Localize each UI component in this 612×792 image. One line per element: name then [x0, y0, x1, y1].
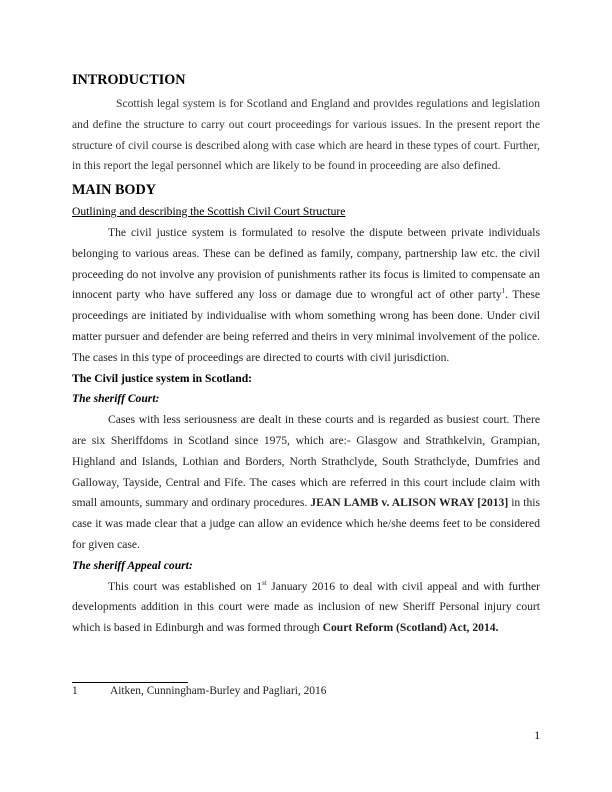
footnote-text: Aitken, Cunningham-Burley and Pagliari, 2016	[110, 685, 327, 697]
appeal-court-paragraph: This court was established on 1st January 2016 to deal with civil appeal and with further developments addition in this court were made as inclusion of new Sheriff Personal injury court which is based in Edinburgh and was formed through Court Reform (Scotland) Act, 2014.	[72, 578, 540, 635]
case-citation: JEAN LAMB v. ALISON WRAY [2013]	[310, 496, 509, 510]
civil-system-heading: The Civil justice system in Scotland:	[72, 371, 253, 385]
section-subheading: Outlining and describing the Scottish Civil Court Structure	[72, 205, 346, 219]
introduction-heading: INTRODUCTION	[72, 72, 186, 88]
main-body-heading: MAIN BODY	[72, 182, 156, 199]
footnote-number: 1	[72, 685, 78, 697]
document-page	[72, 70, 540, 639]
civil-justice-paragraph: The civil justice system is formulated to resolve the dispute between private individuals belonging to various areas. These can be defined as family, company, partnership law etc. the civil proceeding do not involve any provision of punishments rather its focus is limited to compensate an innocent party who have suffered any loss or damage due to wrongful act of other party$^1$. These proceedings are initiated by individualise with whom something wrong has been done. Under civil matter pursuer and defender are being referred and theirs in very minimal involvement of the police. The cases in this type of proceedings are directed to courts with civil jurisdiction.	[72, 225, 540, 364]
introduction-paragraph: Scottish legal system is for Scotland and England and provides regulations and legislation and define the structure to carry out court proceedings for various issues. In the present report the structure of civil course is described along with case which are heard in these types of court. Further, in this report the legal personnel which are likely to be found in proceeding are also defined.	[72, 97, 540, 173]
act-citation: Court Reform (Scotland) Act, 2014.	[322, 621, 499, 635]
footnote	[72, 683, 326, 699]
footnote-reference[interactable]: 1	[501, 287, 506, 296]
page-number: 1	[534, 729, 540, 742]
ordinal-suffix: st	[262, 578, 267, 587]
sheriff-court-heading: The sheriff Court:	[72, 392, 160, 406]
appeal-court-heading: The sheriff Appeal court:	[72, 558, 193, 572]
sheriff-court-paragraph: Cases with less seriousness are dealt in these courts and is regarded as busiest court. There are six Sheriffdoms in Scotland since 1975, which are:- Glasgow and Strathkelvin, Grampian, Highland and Islands, Lothian and Borders, North Strathclyde, South Strathclyde, Dumfries and Galloway, Tayside, Central and Fife. The cases which are referred in this court include claim with small amounts, summary and ordinary procedures. JEAN LAMB v. ALISON WRAY [2013] in this case it was made clear that a judge can allow an evidence which he/she deems feet to be considered for given case.	[72, 413, 540, 551]
